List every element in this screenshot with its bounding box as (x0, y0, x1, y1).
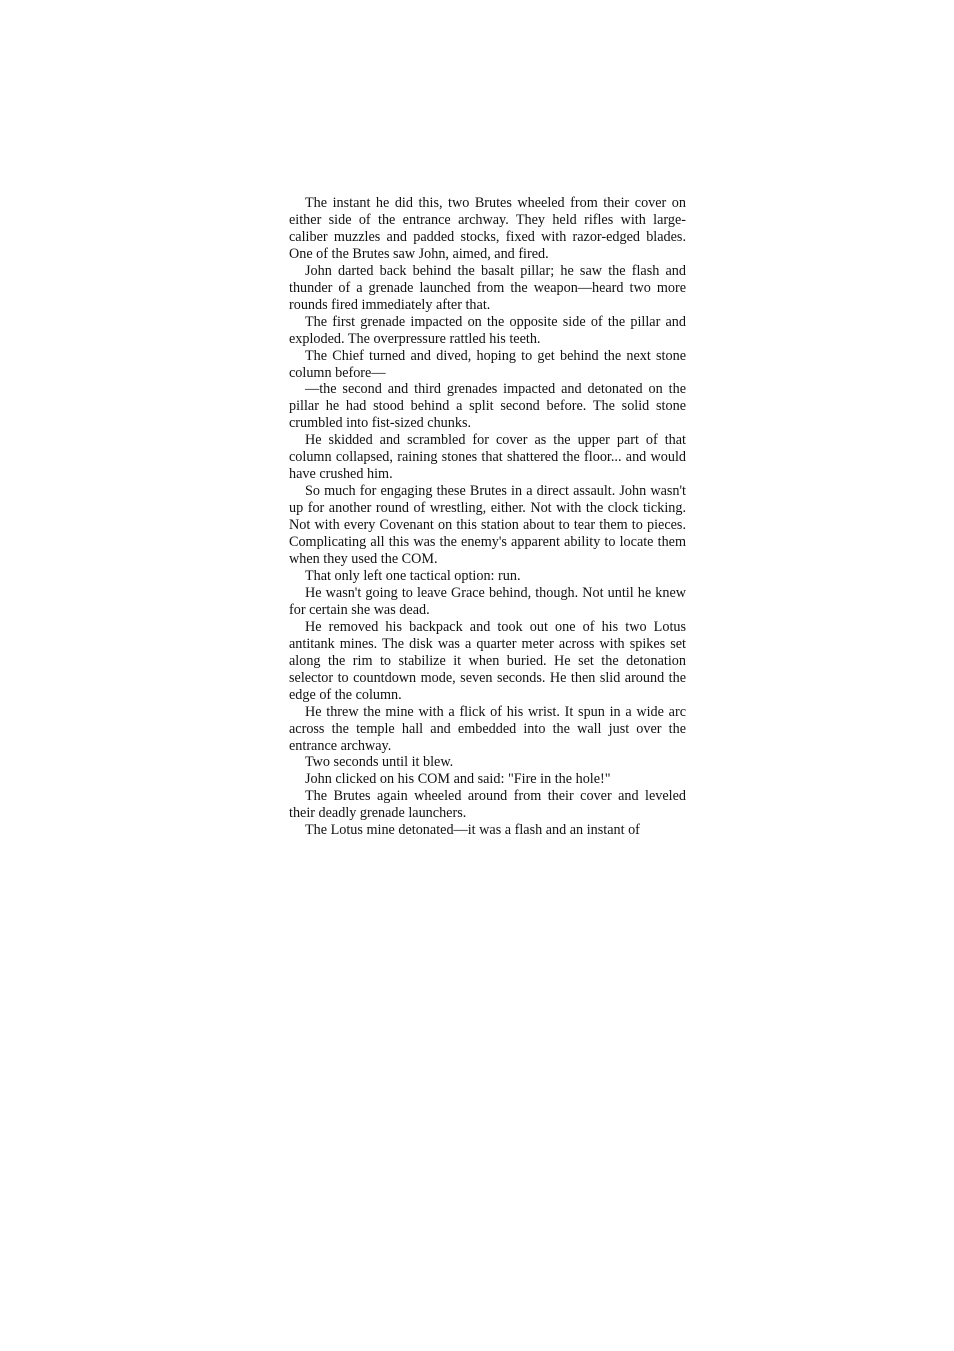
paragraph: So much for engaging these Brutes in a direct assault. John wasn't up for another round of wrestling, either. Not with the clock ticking. Not with every Covenant on this station about to tear them to pieces. Complicating all this was the enemy's apparent ability to locate them when they used the COM. (289, 483, 686, 568)
paragraph: He wasn't going to leave Grace behind, though. Not until he knew for certain she was dead. (289, 584, 686, 618)
paragraph: The Lotus mine detonated—it was a flash and an instant of (305, 822, 640, 839)
paragraph: He removed his backpack and took out one of his two Lotus antitank mines. The disk was a quarter meter across with spikes set along the rim to stabilize it when buried. He set the detonation selector to countdown mode, seven seconds. He then slid around the edge of the column. (289, 618, 686, 703)
paragraph: The instant he did this, two Brutes wheeled from their cover on either side of the entrance archway. They held rifles with large-caliber muzzles and padded stocks, fixed with razor-edged blades. One of the Brutes saw John, aimed, and fired. (289, 195, 686, 262)
paragraph: —the second and third grenades impacted and detonated on the pillar he had stood behind a split second before. The solid stone crumbled into fist-sized chunks. (289, 381, 686, 432)
paragraph: He skidded and scrambled for cover as the upper part of that column collapsed, raining stones that shattered the floor... and would have crushed him. (289, 432, 686, 483)
paragraph: He threw the mine with a flick of his wrist. It spun in a wide arc across the temple hall and embedded into the wall just over the entrance archway. (289, 703, 686, 754)
paragraph: John darted back behind the basalt pillar; he saw the flash and thunder of a grenade launched from the weapon—heard two more rounds fired immediately after that. (289, 262, 686, 313)
paragraph: John clicked on his COM and said: "Fire in the hole!" (305, 771, 611, 788)
paragraph: The Chief turned and dived, hoping to get behind the next stone column before— (289, 347, 686, 381)
body-text (289, 195, 686, 839)
paragraph: The Brutes again wheeled around from their cover and leveled their deadly grenade launchers. (289, 788, 686, 822)
paragraph: That only left one tactical option: run. (305, 567, 521, 584)
paragraph: Two seconds until it blew. (305, 754, 454, 771)
paragraph: The first grenade impacted on the opposite side of the pillar and exploded. The overpressure rattled his teeth. (289, 313, 686, 347)
